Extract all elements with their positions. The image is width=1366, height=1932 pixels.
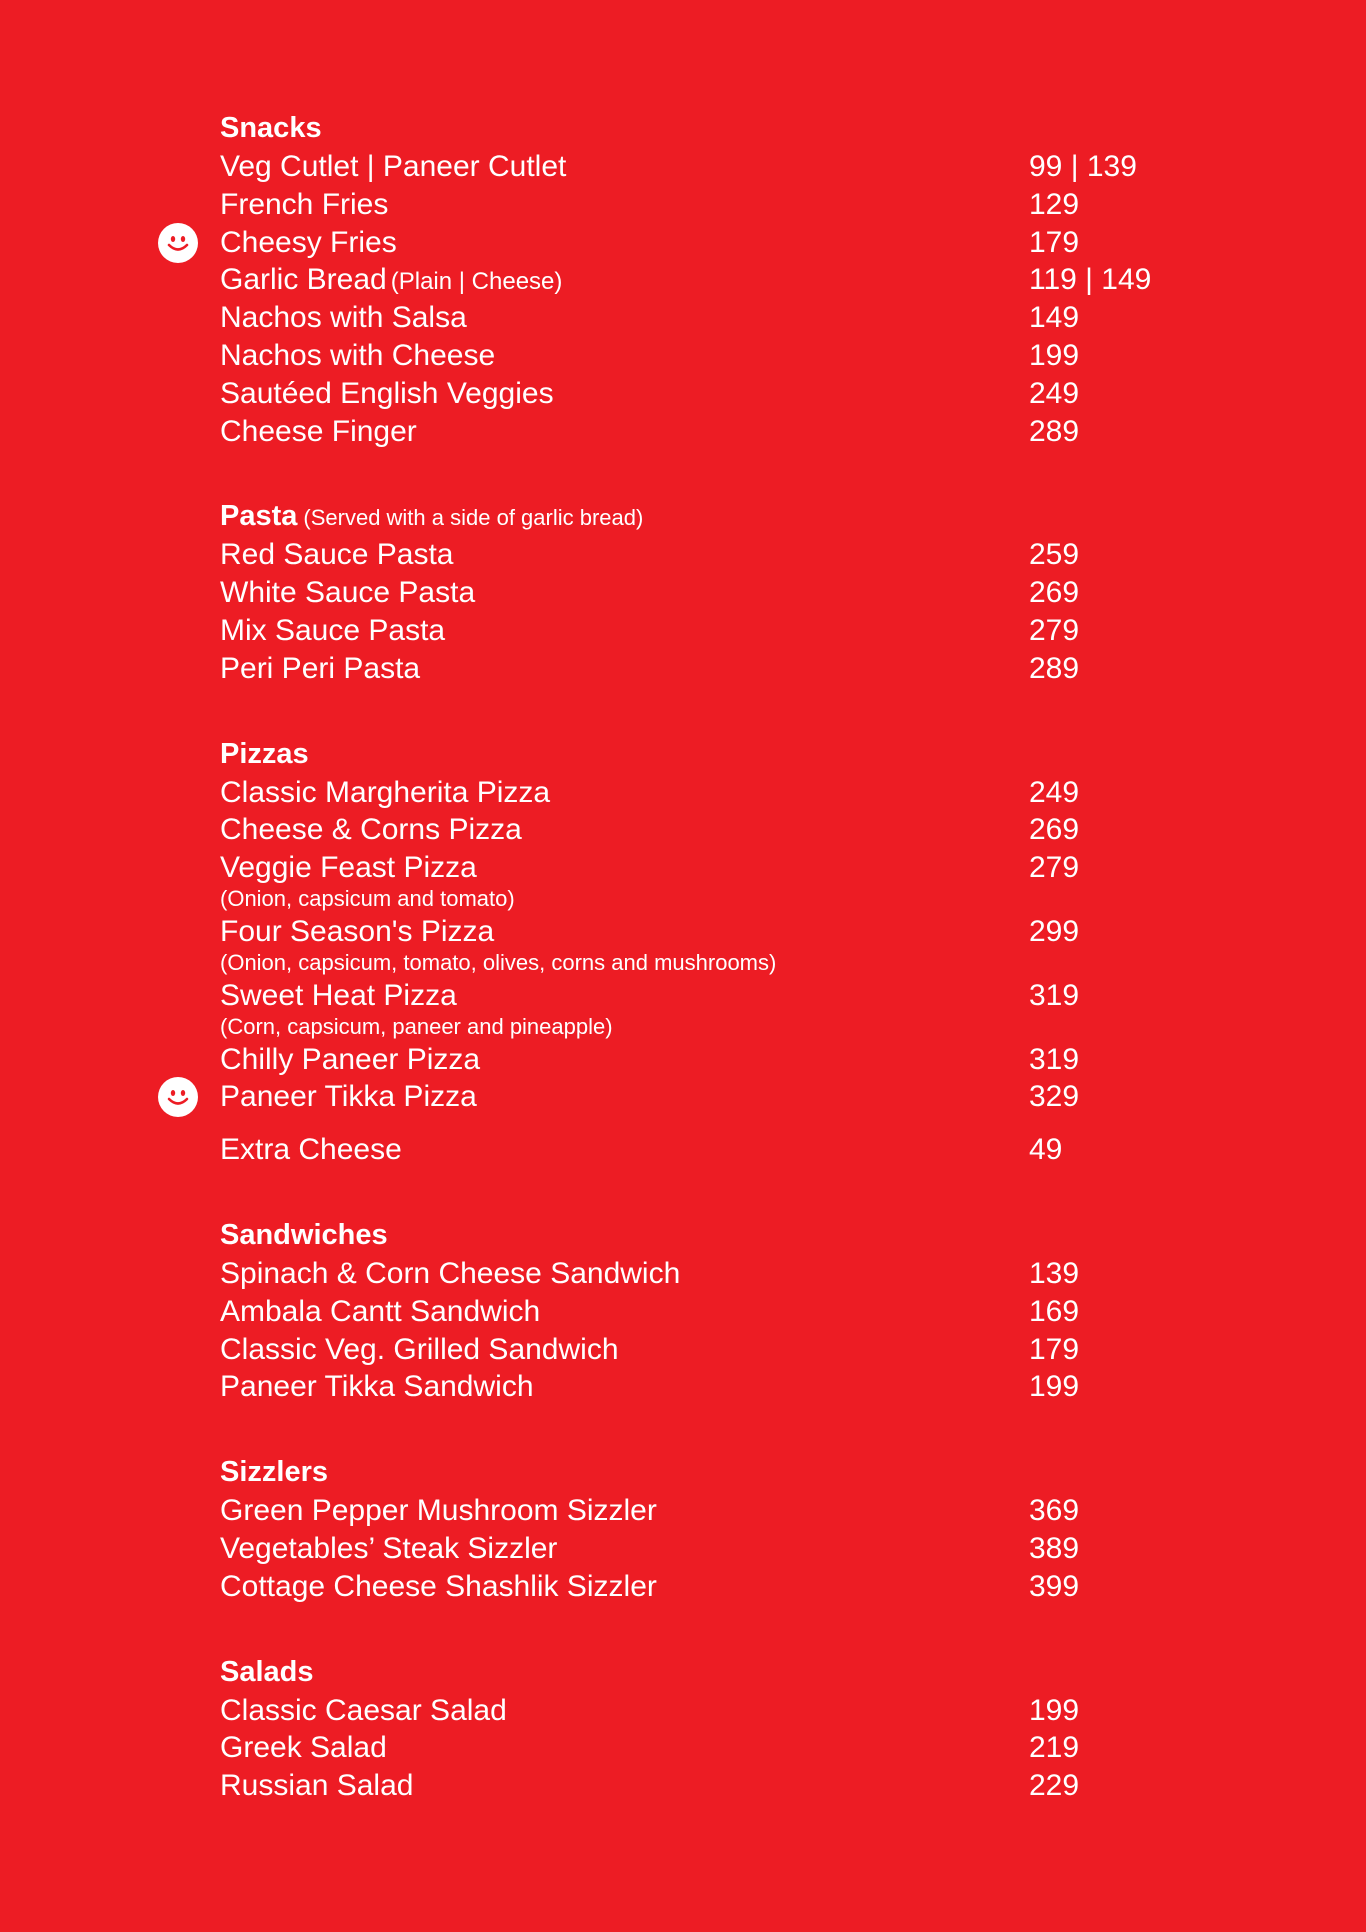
item-note: (Plain | Cheese) <box>390 268 563 296</box>
menu-item <box>220 148 1160 186</box>
section-title: Sandwiches <box>220 1218 388 1251</box>
item-name: Russian Salad <box>220 1769 414 1803</box>
item-price: 279 <box>1029 613 1080 647</box>
menu-item <box>220 413 1160 451</box>
section-sizzlers <box>220 1454 1160 1605</box>
item-price: 219 <box>1029 1731 1080 1765</box>
item-name: Classic Margherita Pizza <box>220 775 551 809</box>
section-sandwiches <box>220 1217 1160 1406</box>
item-description: (Onion, capsicum, tomato, olives, corns and mushrooms) <box>220 949 777 975</box>
item-price: 289 <box>1029 414 1080 448</box>
menu-item <box>220 811 1160 849</box>
menu-item <box>220 224 1160 262</box>
item-name: Sweet Heat Pizza <box>220 978 457 1012</box>
item-name: Extra Cheese <box>220 1133 402 1167</box>
item-name: Green Pepper Mushroom Sizzler <box>220 1494 657 1528</box>
menu-item <box>220 774 1160 812</box>
menu-item <box>220 186 1160 224</box>
section-title: Pizzas <box>220 737 309 770</box>
menu-item <box>220 1530 1160 1568</box>
item-price: 319 <box>1029 1042 1080 1076</box>
section-title: Pasta <box>220 500 298 533</box>
section-pasta <box>220 498 1160 687</box>
item-name: Red Sauce Pasta <box>220 538 454 572</box>
item-name: Veg Cutlet | Paneer Cutlet <box>220 150 567 183</box>
item-name: Classic Caesar Salad <box>220 1693 507 1727</box>
item-price: 129 <box>1029 187 1080 221</box>
item-price: 299 <box>1029 914 1080 948</box>
menu-item <box>220 1331 1160 1369</box>
item-price: 259 <box>1029 538 1080 572</box>
item-name: Paneer Tikka Sandwich <box>220 1370 534 1404</box>
item-name: Cheese Finger <box>220 414 417 448</box>
item-description: (Onion, capsicum and tomato) <box>220 885 515 911</box>
menu-item <box>220 1729 1160 1767</box>
menu-item-extra <box>220 1131 1160 1169</box>
item-name: Cottage Cheese Shashlik Sizzler <box>220 1569 657 1603</box>
item-price: 139 <box>1029 1256 1080 1290</box>
menu-item <box>220 375 1160 413</box>
item-price: 329 <box>1029 1080 1080 1114</box>
item-price: 289 <box>1029 651 1080 685</box>
item-price: 149 <box>1029 301 1080 335</box>
item-price: 269 <box>1029 813 1080 847</box>
item-price: 269 <box>1029 576 1080 610</box>
menu-item <box>220 261 1160 299</box>
item-name: Spinach & Corn Cheese Sandwich <box>220 1256 681 1290</box>
menu-item <box>220 1767 1160 1805</box>
item-name: Ambala Cantt Sandwich <box>220 1294 541 1328</box>
menu-item <box>220 1255 1160 1293</box>
menu-item <box>220 1492 1160 1530</box>
menu-item <box>220 1078 1160 1116</box>
item-price: 119 | 149 <box>1029 263 1152 297</box>
item-price: 369 <box>1029 1494 1080 1528</box>
item-name: Four Season's Pizza <box>220 914 495 948</box>
item-price: 249 <box>1029 775 1080 809</box>
section-title-row <box>220 498 1160 534</box>
item-price: 399 <box>1029 1569 1080 1603</box>
menu-item <box>220 1692 1160 1730</box>
item-price: 389 <box>1029 1531 1080 1565</box>
item-name: Greek Salad <box>220 1731 387 1765</box>
item-name: Classic Veg. Grilled Sandwich <box>220 1332 619 1366</box>
menu-item <box>220 913 1160 951</box>
section-title: Snacks <box>220 112 322 144</box>
item-name: Cheesy Fries <box>220 225 397 259</box>
item-price: 49 <box>1029 1133 1063 1167</box>
menu-item <box>220 1293 1160 1331</box>
item-price: 319 <box>1029 978 1080 1012</box>
item-name-wrapper <box>220 261 1029 301</box>
item-price: 199 <box>1029 338 1080 372</box>
item-price: 99 | 139 <box>1029 150 1137 183</box>
item-price: 179 <box>1029 225 1080 259</box>
item-name: Nachos with Salsa <box>220 301 467 335</box>
item-price: 199 <box>1029 1693 1080 1727</box>
item-price: 249 <box>1029 376 1080 410</box>
item-name: Chilly Paneer Pizza <box>220 1042 481 1076</box>
item-name: Mix Sauce Pasta <box>220 613 446 647</box>
item-price: 229 <box>1029 1769 1080 1803</box>
menu-item <box>220 650 1160 688</box>
section-title: Salads <box>220 1655 314 1688</box>
menu-item <box>220 337 1160 375</box>
item-name: Vegetables’ Steak Sizzler <box>220 1531 558 1565</box>
menu-item <box>220 536 1160 574</box>
item-price: 169 <box>1029 1294 1080 1328</box>
item-name: Paneer Tikka Pizza <box>220 1080 477 1114</box>
item-name: White Sauce Pasta <box>220 576 476 610</box>
item-description: (Corn, capsicum, paneer and pineapple) <box>220 1013 613 1039</box>
menu-item <box>220 977 1160 1015</box>
menu-item <box>220 1041 1160 1079</box>
menu-item <box>220 299 1160 337</box>
section-pizzas <box>220 736 1160 1169</box>
section-salads <box>220 1654 1160 1805</box>
item-price: 199 <box>1029 1370 1080 1404</box>
section-snacks <box>220 110 1160 450</box>
section-note: (Served with a side of garlic bread) <box>303 505 644 531</box>
item-name: Nachos with Cheese <box>220 338 496 372</box>
menu-content <box>220 110 1160 1805</box>
item-name: Cheese & Corns Pizza <box>220 813 522 847</box>
menu-item <box>220 1368 1160 1406</box>
item-name: Peri Peri Pasta <box>220 651 421 685</box>
item-name: Garlic Bread <box>220 263 387 297</box>
item-name: Veggie Feast Pizza <box>220 851 477 885</box>
item-name: Sautéed English Veggies <box>220 376 554 410</box>
smiley-icon <box>158 223 198 263</box>
menu-item <box>220 1568 1160 1606</box>
item-name: French Fries <box>220 187 389 221</box>
menu-item <box>220 612 1160 650</box>
item-price: 279 <box>1029 851 1080 885</box>
menu-item <box>220 849 1160 887</box>
smiley-icon <box>158 1077 198 1117</box>
section-title: Sizzlers <box>220 1456 328 1489</box>
item-price: 179 <box>1029 1332 1080 1366</box>
menu-item <box>220 574 1160 612</box>
